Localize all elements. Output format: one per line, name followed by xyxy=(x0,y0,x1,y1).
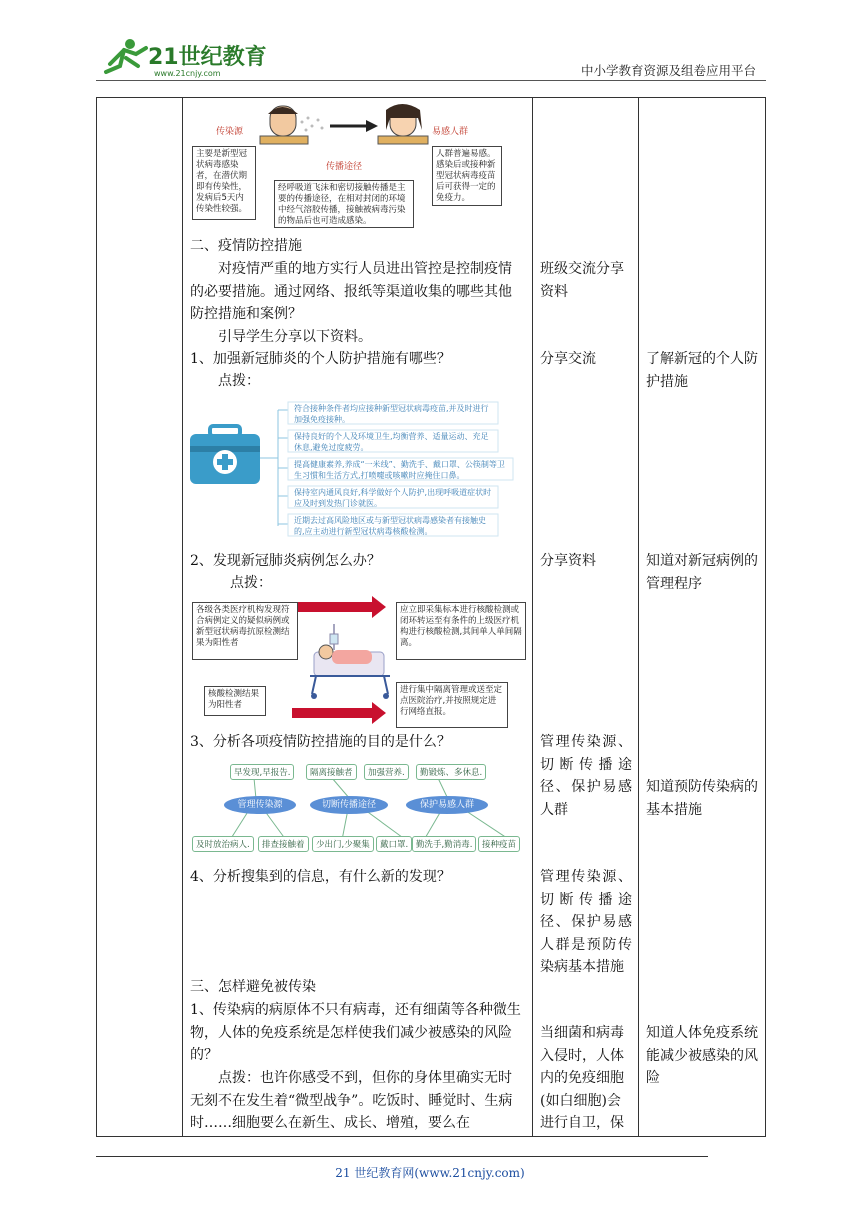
protection-figure xyxy=(188,398,528,540)
protection-item-5: 近期去过高风险地区或与新型冠状病毒感染者有接触史的,应主动进行新型冠状病毒核酸检测。 xyxy=(294,516,486,536)
hint-1: 点拨： xyxy=(218,373,260,389)
protection-item-2: 保持良好的个人及环境卫生,均衡营养、适量运动、充足休息,避免过度疲劳。 xyxy=(294,432,489,452)
activity-q4: 管理传染源、切断传播途径、保护易感人群是预防传染病基本措施 xyxy=(540,869,632,975)
mindmap-bottom-1: 及时放治病人. xyxy=(192,836,254,852)
section2-heading: 二、疫情防控措施 xyxy=(190,238,302,254)
mindmap-top-3: 加强营养. xyxy=(364,764,409,780)
table-col-divider-1 xyxy=(182,97,183,1137)
logo-url: www.21cnjy.com xyxy=(154,69,221,78)
label-susceptible: 易感人群 xyxy=(432,127,469,137)
goal-case-management: 知道对新冠病例的管理程序 xyxy=(646,553,758,592)
susceptible-box: 人群普遍易感。感染后或接种新型冠状病毒疫苗后可获得一定的免疫力。 xyxy=(432,146,502,206)
protection-item-3: 提高健康素养,养成“一米线”、勤洗手、戴口罩、公筷制等卫生习惯和生活方式,打喷嚏或咳嗽时应掩住口鼻。 xyxy=(294,460,505,480)
table-col-divider-2 xyxy=(532,97,533,1137)
question-4: 4、分析搜集到的信息，有什么新的发现？ xyxy=(190,869,451,885)
label-source: 传染源 xyxy=(216,127,244,137)
procedure-box-4: 进行集中隔离管理或送至定点医院治疗,并按照规定进行网络直报。 xyxy=(396,682,508,728)
mindmap-bottom-3: 少出门,少聚集 xyxy=(312,836,374,852)
mindmap-bottom-4: 戴口罩. xyxy=(376,836,412,852)
goal-immune-system: 知道人体免疫系统能减少被感染的风险 xyxy=(646,1025,758,1086)
mindmap-bottom-5: 勤洗手,勤消毒. xyxy=(412,836,476,852)
mindmap-bottom-6: 接种疫苗 xyxy=(478,836,520,852)
procedure-box-2: 应立即采集标本进行核酸检测或闭环转运至有条件的上级医疗机构进行核酸检测,其间单人单间隔离。 xyxy=(396,602,526,660)
question-2: 2、发现新冠肺炎病例怎么办？ xyxy=(190,553,381,569)
procedure-box-3: 核酸检测结果为阳性者 xyxy=(204,686,266,716)
site-logo xyxy=(96,36,266,80)
header-divider xyxy=(96,80,766,81)
measures-mindmap xyxy=(190,756,530,854)
mindmap-cut-route: 切断传播途径 xyxy=(310,796,388,814)
section3-question: 1、传染病的病原体不只有病毒，还有细菌等各种微生物，人体的免疫系统是怎样使我们减少被感染的风险的？ xyxy=(190,1002,521,1063)
protection-item-1: 符合接种条件者均应接种新型冠状病毒疫苗,并及时进行加强免疫接种。 xyxy=(294,404,489,424)
goal-personal-protection: 了解新冠的个人防护措施 xyxy=(646,351,758,390)
table-col-divider-3 xyxy=(638,97,639,1137)
activity-section3: 当细菌和病毒入侵时，人体内的免疫细胞(如白细胞)会进行自卫，保 xyxy=(540,1025,624,1131)
label-route: 传播途径 xyxy=(326,162,363,172)
mindmap-protect-susceptible: 保护易感人群 xyxy=(406,796,488,814)
section2-paragraph: 对疫情严重的地方实行人员进出管控是控制疫情的必要措施。通过网络、报纸等渠道收集的哪些其他防控措施和案例？ xyxy=(190,261,512,322)
mindmap-top-1: 早发现,早报告. xyxy=(230,764,294,780)
mindmap-top-2: 隔离接触者 xyxy=(306,764,357,780)
activity-share-q2: 分享资料 xyxy=(540,553,596,569)
platform-name: 中小学教育资源及组卷应用平台 xyxy=(580,63,756,78)
section3-hint: 点拨：也许你感受不到，但你的身体里确实无时无刻不在发生着“微型战争”。吃饭时、睡觉时、生病时……细胞要么在新生、成长、增殖，要么在 xyxy=(190,1070,513,1131)
activity-share-exchange: 分享交流 xyxy=(540,351,596,367)
route-box: 经呼吸道飞沫和密切接触传播是主要的传播途径，在相对封闭的环境中经气溶胶传播，接触被病毒污染的物品后也可造成感染。 xyxy=(274,180,414,228)
transmission-figure xyxy=(190,100,526,232)
footer-text: 21 世纪教育网(www.21cnjy.com) xyxy=(335,1166,525,1180)
mindmap-bottom-2: 排查接触着 xyxy=(258,836,309,852)
goal-basic-measures: 知道预防传染病的基本措施 xyxy=(646,779,758,818)
question-3: 3、分析各项疫情防控措施的目的是什么？ xyxy=(190,734,451,750)
protection-item-4: 保持室内通风良好,科学做好个人防护,出现呼吸道症状时应及时到发热门诊就医。 xyxy=(294,488,492,508)
mindmap-manage-source: 管理传染源 xyxy=(224,796,296,814)
question-1: 1、加强新冠肺炎的个人防护措施有哪些？ xyxy=(190,351,451,367)
logo-text: 21世纪教育 xyxy=(148,45,266,70)
footer-divider xyxy=(96,1156,708,1157)
section3-heading: 三、怎样避免被传染 xyxy=(190,979,316,995)
source-box: 主要是新型冠状病毒感染者，在潜伏期即有传染性，发病后5天内传染性较强。 xyxy=(192,146,256,220)
procedure-box-1: 各级各类医疗机构发现符合病例定义的疑似病例或新型冠状病毒抗原检测结果为阳性者 xyxy=(192,602,298,660)
activity-q3: 管理传染源、切断传播途径、保护易感人群 xyxy=(540,734,632,818)
mindmap-top-4: 勤锻炼、多休息. xyxy=(416,764,486,780)
activity-share-materials: 班级交流分享资料 xyxy=(540,261,624,300)
section2-guide: 引导学生分享以下资料。 xyxy=(218,329,372,345)
hint-2: 点拨： xyxy=(230,575,272,591)
case-procedure-figure xyxy=(190,594,530,730)
